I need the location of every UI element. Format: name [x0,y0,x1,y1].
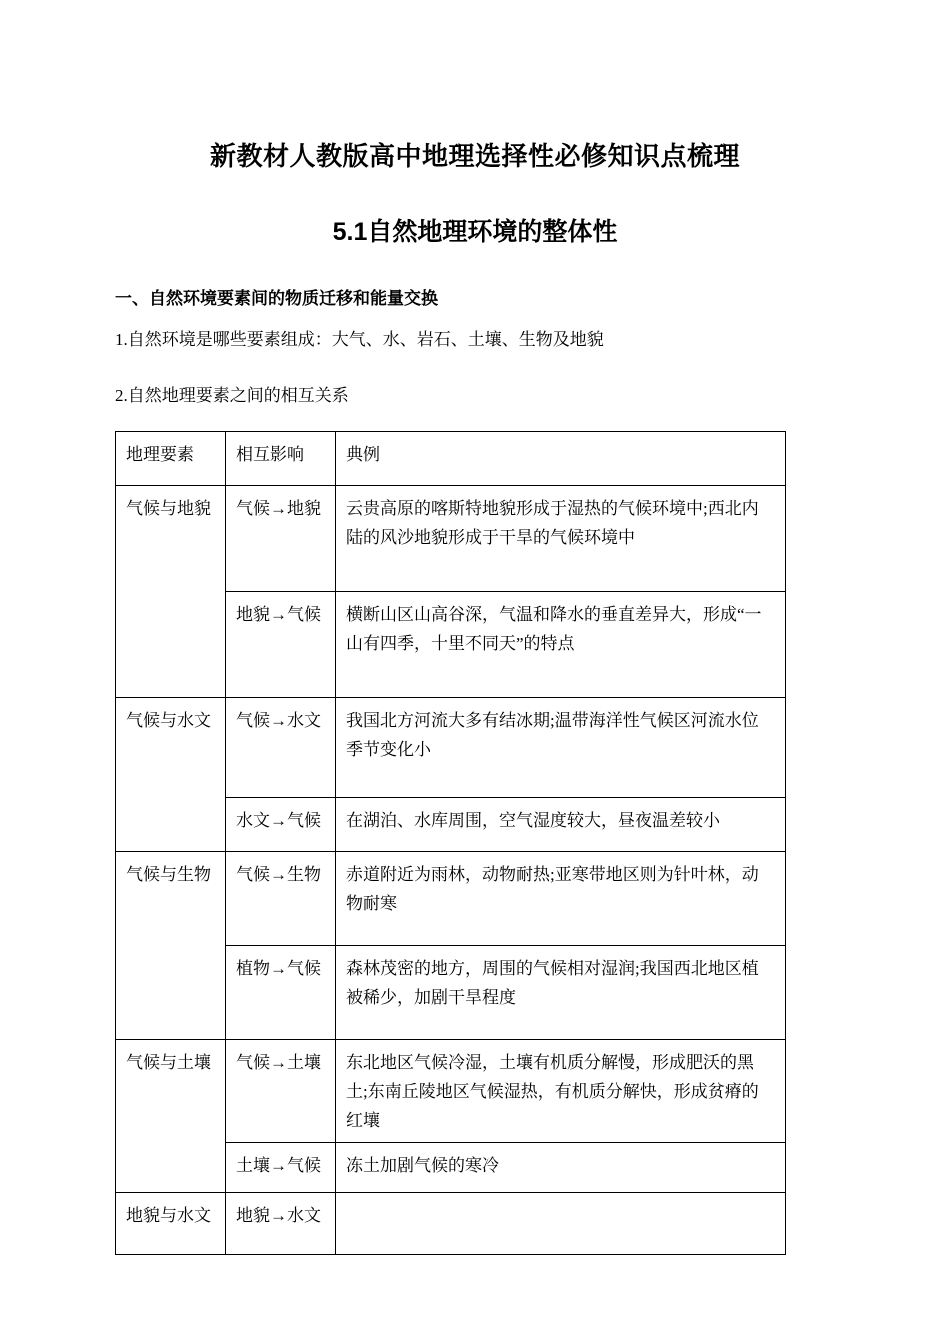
example-cell: 冻土加剧气候的寒冷 [336,1143,786,1193]
example-cell: 横断山区山高谷深，气温和降水的垂直差异大，形成“一山有四季，十里不同天”的特点 [336,592,786,698]
table-row [116,852,786,946]
table-row [116,698,786,798]
paragraph-relations-intro: 2.自然地理要素之间的相互关系 [115,385,349,405]
factors-table [115,431,786,1255]
factor-cell-climate-soil: 气候与土壤 [116,1040,226,1193]
example-cell [336,1193,786,1255]
influence-cell: 气候→地貌 [226,486,336,592]
factor-cell-landform-hydrology: 地貌与水文 [116,1193,226,1255]
example-cell: 东北地区气候冷湿，土壤有机质分解慢，形成肥沃的黑土;东南丘陵地区气候湿热，有机质分解快，形成贫瘠的红壤 [336,1040,786,1143]
column-header-factor: 地理要素 [116,432,226,486]
example-cell: 在湖泊、水库周围，空气湿度较大，昼夜温差较小 [336,798,786,852]
influence-cell: 地貌→气候 [226,592,336,698]
factor-cell-climate-hydrology: 气候与水文 [116,698,226,852]
example-cell: 森林茂密的地方，周围的气候相对湿润;我国西北地区植被稀少，加剧干旱程度 [336,946,786,1040]
table-row [116,1193,786,1255]
column-header-example: 典例 [336,432,786,486]
column-header-influence: 相互影响 [226,432,336,486]
influence-cell: 土壤→气候 [226,1143,336,1193]
influence-cell: 气候→生物 [226,852,336,946]
influence-cell: 气候→水文 [226,698,336,798]
example-cell: 赤道附近为雨林，动物耐热;亚寒带地区则为针叶林，动物耐寒 [336,852,786,946]
factor-cell-climate-biology: 气候与生物 [116,852,226,1040]
table-header-row [116,432,786,486]
influence-cell: 水文→气候 [226,798,336,852]
influence-cell: 地貌→水文 [226,1193,336,1255]
document-subtitle: 5.1自然地理环境的整体性 [332,217,618,246]
table-row [116,486,786,592]
document-title: 新教材人教版高中地理选择性必修知识点梳理 [209,141,740,171]
influence-cell: 植物→气候 [226,946,336,1040]
factor-cell-climate-landform: 气候与地貌 [116,486,226,698]
table-row [116,1040,786,1143]
paragraph-elements-list: 1.自然环境是哪些要素组成：大气、水、岩石、土壤、生物及地貌 [115,329,604,349]
influence-cell: 气候→土壤 [226,1040,336,1143]
example-cell: 云贵高原的喀斯特地貌形成于湿热的气候环境中;西北内陆的风沙地貌形成于干旱的气候环境中 [336,486,786,592]
section-heading: 一、自然环境要素间的物质迁移和能量交换 [115,288,438,308]
example-cell: 我国北方河流大多有结冰期;温带海洋性气候区河流水位季节变化小 [336,698,786,798]
